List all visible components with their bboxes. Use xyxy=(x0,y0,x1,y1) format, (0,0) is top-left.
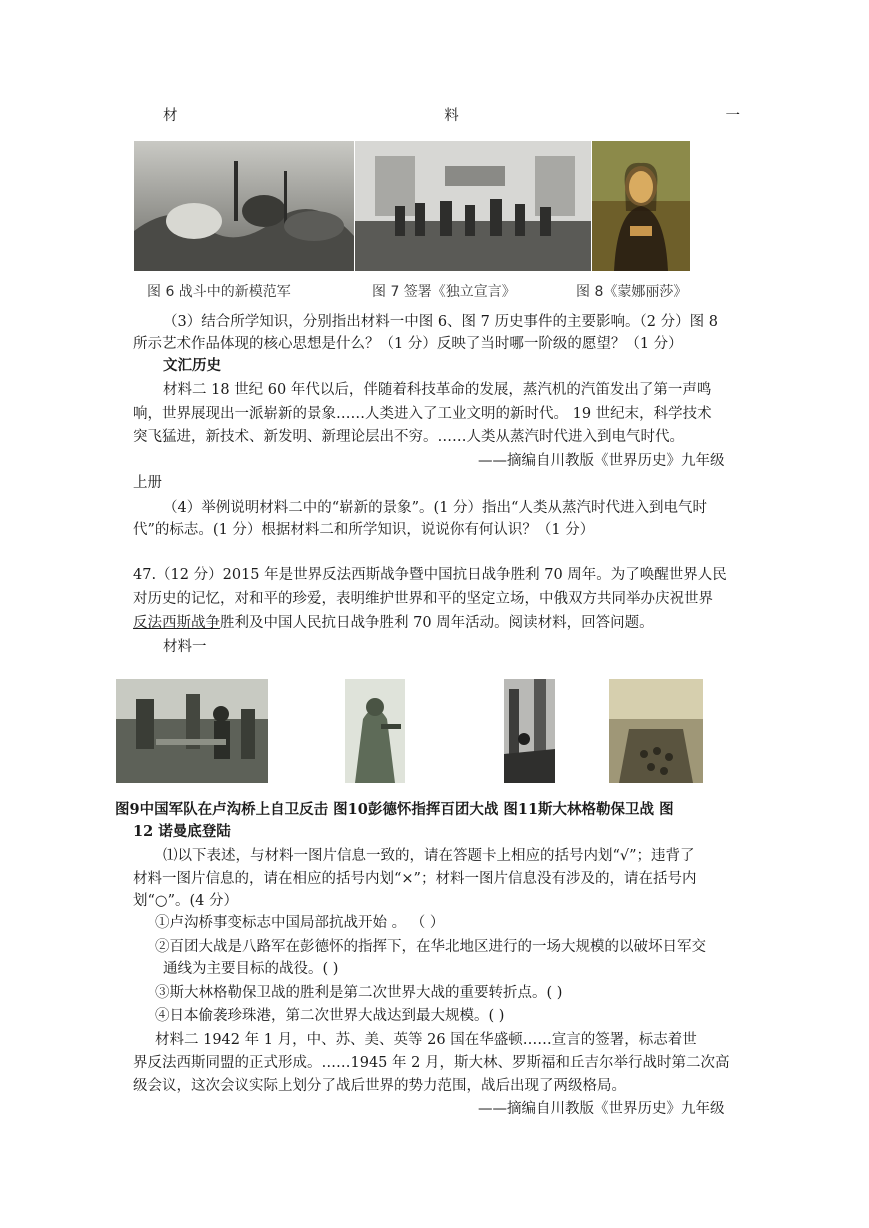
material2b-line3: 级会议，这次会议实际上划分了战后世界的势力范围，战后出现了两级格局。 xyxy=(133,1078,626,1094)
fig9-12-captions-line2: 12 诺曼底登陆 xyxy=(133,823,231,840)
fig7-caption: 图 7 签署《独立宣言》 xyxy=(372,284,516,300)
fig8-caption: 图 8《蒙娜丽莎》 xyxy=(576,284,688,300)
fig12-normandy-image xyxy=(609,679,703,783)
material2-line1: 材料二 18 世纪 60 年代以后，伴随着科技革命的发展，蒸汽机的汽笛发出了第一声鸣 xyxy=(163,382,712,398)
material2b-source: ——摘编自川教版《世界历史》九年级 xyxy=(478,1101,725,1117)
material2-line3: 突飞猛进，新技术、新发明、新理论层出不穷。……人类从蒸汽时代进入到电气时代。 xyxy=(133,429,684,445)
q3-line1: （3）结合所学知识，分别指出材料一中图 6、图 7 历史事件的主要影响。（2 分）图 8 xyxy=(163,314,718,330)
section-title: 文汇历史 xyxy=(163,357,221,374)
material2-source: ——摘编自川教版《世界历史》九年级 xyxy=(478,453,725,469)
q47-1-item4: ④日本偷袭珍珠港，第二次世界大战达到最大规模。( ) xyxy=(155,1008,505,1024)
q47-underlined-phrase: 反法西斯战争 xyxy=(133,615,220,631)
q47-line3 xyxy=(133,611,654,635)
q47-1-line2: 材料一图片信息的，请在相应的括号内划“×”；材料一图片信息没有涉及的，请在括号内 xyxy=(133,871,697,887)
material2-source-cont: 上册 xyxy=(133,475,162,491)
heading-char-1: 材 xyxy=(163,108,178,124)
q47-1-line3: 划“○”。(4 分） xyxy=(133,893,238,909)
q3-line2: 所示艺术作品体现的核心思想是什么？（1 分）反映了当时哪一阶级的愿望？（1 分） xyxy=(133,336,683,352)
q47-1-line1: ⑴以下表述，与材料一图片信息一致的，请在答题卡上相应的括号内划“√”；违背了 xyxy=(163,848,695,864)
material2b-line2: 界反法西斯同盟的正式形成。……1945 年 2 月，斯大林、罗斯福和丘吉尔举行战时第二次高 xyxy=(133,1055,730,1071)
q47-1-item1: ①卢沟桥事变标志中国局部抗战开始 。 （ ） xyxy=(155,915,445,931)
q4-line2: 代”的标志。(1 分）根据材料二和所学知识，说说你有何认识？（1 分） xyxy=(133,522,595,538)
q47-1-item3: ③斯大林格勒保卫战的胜利是第二次世界大战的重要转折点。( ) xyxy=(155,985,563,1001)
q47-line2: 对历史的记忆，对和平的珍爱，表明维护世界和平的坚定立场，中俄双方共同举办庆祝世界 xyxy=(133,591,713,607)
fig6-battle-image xyxy=(134,141,354,271)
fig6-caption: 图 6 战斗中的新模范军 xyxy=(147,284,291,300)
q47-line1: 47.（12 分）2015 年是世界反法西斯战争暨中国抗日战争胜利 70 周年。为了唤醒世界人民 xyxy=(133,567,727,583)
q4-line1: （4）举例说明材料二中的“崭新的景象”。(1 分）指出“人类从蒸汽时代进入到电气时 xyxy=(163,500,707,516)
fig7-declaration-image xyxy=(355,141,591,271)
q47-1-item2: ②百团大战是八路军在彭德怀的指挥下，在华北地区进行的一场大规模的以破坏日军交 xyxy=(155,939,706,955)
heading-char-2: 料 xyxy=(444,108,459,124)
material2b-line1: 材料二 1942 年 1 月，中、苏、美、英等 26 国在华盛顿……宣言的签署，标志着世 xyxy=(155,1032,697,1048)
fig8-mona-lisa-image xyxy=(592,141,690,271)
material-one-heading xyxy=(163,104,740,128)
heading-char-3: 一 xyxy=(725,108,740,124)
material1-label: 材料一 xyxy=(163,639,207,655)
fig11-stalingrad-image xyxy=(504,679,555,783)
material2-line2: 响，世界展现出一派崭新的景象……人类进入了工业文明的新时代。 19 世纪末，科学技术 xyxy=(133,406,712,422)
fig9-12-captions-line1: 图9中国军队在卢沟桥上自卫反击 图10彭德怀指挥百团大战 图11斯大林格勒保卫战 图 xyxy=(115,801,674,818)
q47-line3-rest: 胜利及中国人民抗日战争胜利 70 周年活动。阅读材料，回答问题。 xyxy=(220,615,654,631)
fig10-peng-dehuai-image xyxy=(345,679,405,783)
fig9-lugou-bridge-image xyxy=(116,679,268,783)
q47-1-item2b: 通线为主要目标的战役。( ) xyxy=(163,961,339,977)
